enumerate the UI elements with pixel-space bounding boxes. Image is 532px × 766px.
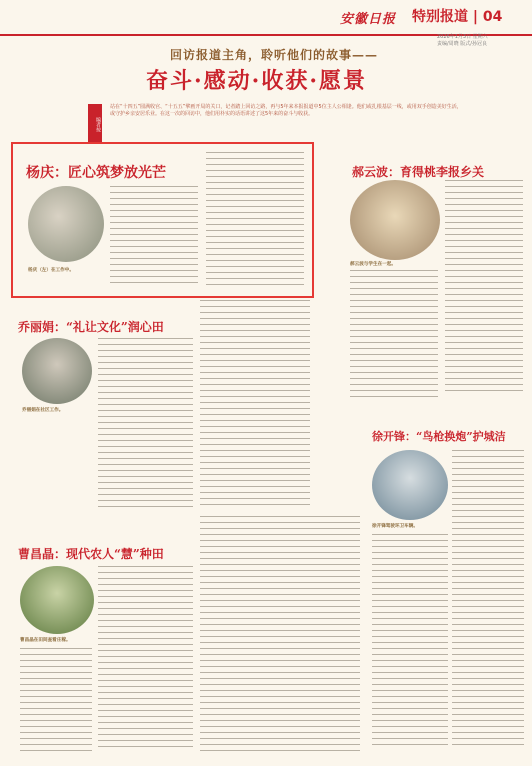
article-body-caochangjing-2 bbox=[20, 648, 92, 752]
highlight-box bbox=[11, 142, 314, 298]
article-body-qiaolijuan bbox=[98, 338, 193, 508]
photo-haoyunbo bbox=[350, 180, 440, 260]
article-title-qiaolijuan: 乔丽娟：“礼让文化”润心田 bbox=[18, 320, 164, 334]
article-body-center-lower bbox=[200, 516, 360, 752]
section-label: 特别报道 | 04 bbox=[412, 9, 503, 25]
caption-xukaifeng: 徐开锋驾驶环卫车辆。 bbox=[372, 524, 418, 529]
banner-kicker: 回访报道主角，聆听他们的故事—— bbox=[170, 48, 379, 62]
article-title-caochangjing: 曹昌晶：现代农人“慧”种田 bbox=[18, 547, 164, 561]
banner-title: 奋斗·感动·收获·愿景 bbox=[146, 68, 367, 94]
caption-caochangjing: 曹昌晶在田间查看庄稼。 bbox=[20, 638, 71, 643]
photo-qiaolijuan bbox=[22, 338, 92, 404]
caption-haoyunbo: 郝云波与学生在一起。 bbox=[350, 262, 396, 267]
photo-caochangjing bbox=[20, 566, 94, 634]
masthead bbox=[0, 0, 532, 36]
caption-yangqing: 杨庆（左）在工作中。 bbox=[28, 268, 74, 273]
editor-note-text: 站在“十四五”圆满收官、“十五五”擘画开局的关口，记者踏上回访之路，再与5年来本报报道中5位主人公相逢。他们或扎根基层一线，或用双手创造美好生活，或守护乡亲安居乐业。在这一次的回访中，他们用朴实的话语讲述了这5年来的奋斗与收获。 bbox=[110, 104, 462, 117]
photo-xukaifeng bbox=[372, 450, 448, 520]
editor-note-tag: 编者按 bbox=[88, 104, 102, 144]
article-title-yangqing: 杨庆：匠心筑梦放光芒 bbox=[26, 165, 166, 181]
dateline: 2026年1月3日 星期六 责编/周晓 版式/孙冠良 bbox=[437, 34, 488, 47]
article-body-haoyunbo-2 bbox=[350, 270, 438, 400]
article-title-haoyunbo: 郝云波：育得桃李报乡关 bbox=[352, 165, 485, 179]
article-body-xukaifeng-2 bbox=[372, 534, 448, 750]
article-body-caochangjing bbox=[98, 566, 193, 752]
article-body-haoyunbo bbox=[445, 180, 523, 395]
article-body-xukaifeng bbox=[452, 450, 524, 750]
banner bbox=[88, 46, 468, 144]
caption-qiaolijuan: 乔丽娟在社区工作。 bbox=[22, 408, 64, 413]
article-body-qiaolijuan-2 bbox=[200, 300, 310, 510]
newspaper-brand: 安徽日报 bbox=[340, 12, 397, 27]
article-title-xukaifeng: 徐开锋：“鸟枪换炮”护城洁 bbox=[372, 430, 506, 443]
